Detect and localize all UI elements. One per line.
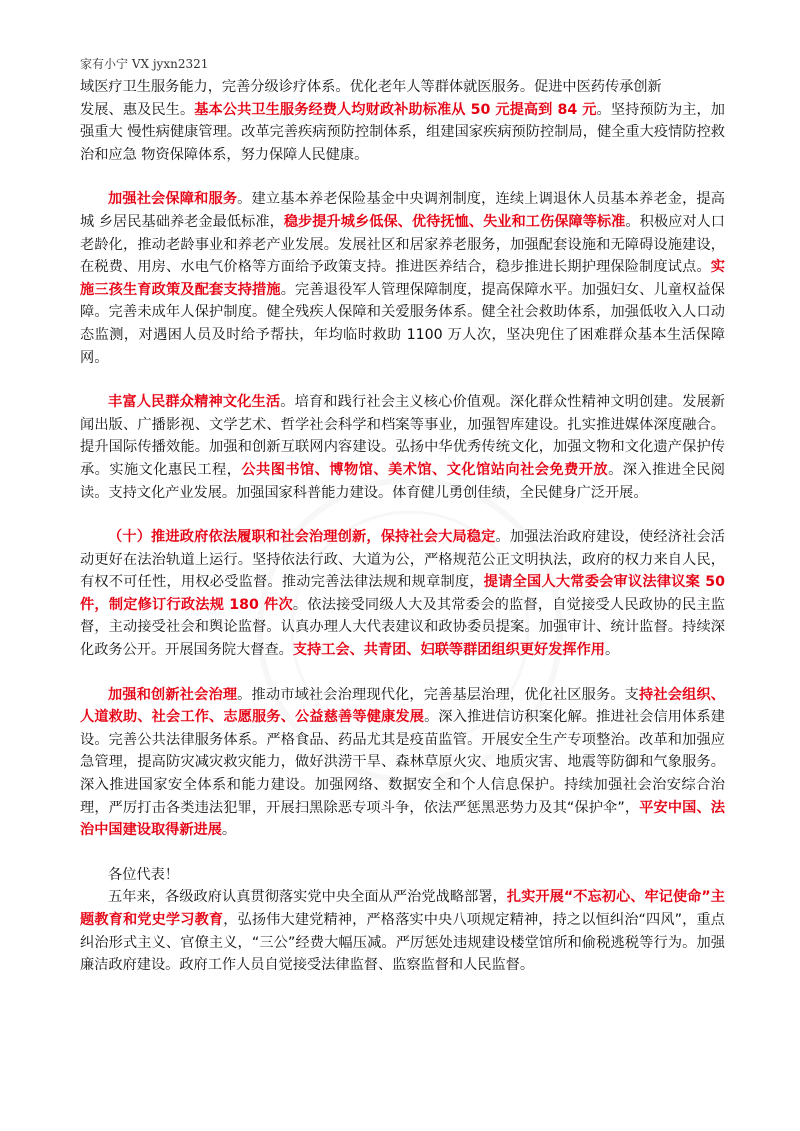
body-text: 。建立基本养老保险基金中央调剂制度，连续上调退休人员基本养老金，提高城 乡居民基础养老金最低标准，	[80, 191, 725, 230]
body-text: 五年来，各级政府认真贯彻落实党中央全面从严治党战略部署，	[108, 889, 507, 906]
highlight-text: 丰富人民群众精神文化生活	[108, 394, 281, 411]
body-text: 。推动市域社会治理现代化，完善基层治理，优化社区服务。支	[237, 686, 640, 703]
body-text: 。	[221, 822, 237, 839]
body-text: 。积极应对人口老龄化，推动老龄事业和养老产业发展。发展社区和居家养老服务，加强配套设施和无障碍设施建设，在税费、用房、水电气价格等方面给予政策支持。推进医养结合，稳步推进长期护理保险制度试点。	[80, 213, 725, 276]
paragraph	[80, 99, 725, 167]
body-text: 。坚持预防为主，加强重大 慢性病健康管理。改革完善疾病预防控制体系，组建国家疾病预防控制局，健全重大疫情防控救治和应急 物资保障体系，努力保障人民健康。	[80, 101, 725, 163]
body-text: ，弘扬伟大建党精神，严格落实中央八项规定精神，持之以恒纠治“四风”，重点纠治形式主义、官僚主义，“三公”经费大幅压减。严厉惩处违规建设楼堂馆所和偷税逃税等行为。加强廉洁政府建设。政府工作人员自觉接受法律监督、监察监督和人民监督。	[80, 912, 725, 974]
document-body	[80, 76, 725, 977]
body-text: 。深入推进信访积案化解。推进社会信用体系建设。完善公共法律服务体系。严格食品、药品尤其是疫苗监管。开展安全生产专项整治。改革和加强应急管理，提高防灾减灾救灾能力，做好洪涝干旱、森林草原火灾、地质灾害、地震等防御和气象服务。深入推进国家安全体系和能力建设。加强网络、数据安全和个人信息保护。持续加强社会治安综合治理，严厉打击各类违法犯罪，开展扫黑除恶专项斗争，依法严惩黑恶势力及其“保护伞”，	[80, 709, 725, 816]
highlight-text: 扎实开展“不忘初心、牢记使命”主题教育和党史学习教育	[80, 889, 725, 928]
highlight-text: 基本公共卫生服务经费人均财政补助标准从 50 元提高到 84 元	[194, 101, 597, 118]
highlight-text: 平安中国、法治中国建设取得新进展	[80, 799, 725, 839]
highlight-text: 公共图书馆、博物馆、美术馆、文化馆站向社会免费开放	[241, 461, 609, 478]
paragraph	[80, 188, 725, 369]
highlight-text: 提请全国人大常委会审议法律议案 50 件，制定修订行政法规 180 件次	[80, 574, 725, 613]
highlight-text: 加强社会保障和服务	[108, 191, 238, 208]
paragraph	[80, 391, 725, 504]
body-text: 。依法接受同级人大及其常委会的监督，自觉接受人民政协的民主监督，主动接受社会和舆论监督。认真办理人大代表建议和政协委员提案。加强审计、统计监督。持续深化政务公开。开展国务院大督查。	[80, 596, 725, 659]
body-text: 。培育和践行社会主义核心价值观。深化群众性精神文明创建。发展新闻出版、广播影视、文学艺术、哲学社会科学和档案等事业，加强智库建设。扎实推进媒体深度融合。提升国际传播效能。加强和创新互联网内容建设。弘扬中华优秀传统文化，加强文物和文化遗产保护传承。实施文化惠民工程，	[80, 394, 725, 478]
highlight-text: 加强和创新社会治理	[108, 686, 238, 703]
highlight-text: 支持工会、共青团、妇联等群团组织更好发挥作用	[292, 642, 605, 659]
paragraph	[80, 886, 725, 976]
body-text: 。深入推进全民阅读。支持文化产业发展。加强国家科普能力建设。体育健儿勇创佳绩，全民健身广泛开展。	[80, 461, 725, 501]
body-text: 。加强法治政府建设，使经济社会活动更好在法治轨道上运行。坚持依法行政、大道为公，严格规范公正文明执法，政府的权力来自人民，有权不可任性，用权必受监督。推动完善法律法规和规章制度，	[80, 529, 725, 591]
body-text: 。	[604, 642, 620, 659]
paragraph	[80, 526, 725, 662]
highlight-text: 持社会组织、人道救助、社会工作、志愿服务、公益慈善等健康发展	[80, 686, 725, 726]
highlight-text: 实施三孩生育政策及配套支持措施	[80, 259, 725, 298]
paragraph	[80, 864, 725, 887]
paragraph	[80, 684, 725, 842]
page-header: 家有小宁 VX jyxn2321	[80, 57, 209, 71]
highlight-text: （十）推进政府依法履职和社会治理创新，保持社会大局稳定	[108, 529, 496, 546]
body-text: 域医疗卫生服务能力，完善分级诊疗体系。优化老年人等群体就医服务。促进中医药传承创新	[80, 79, 662, 95]
highlight-text: 稳步提升城乡低保、优待抚恤、失业和工伤保障等标准	[283, 213, 626, 230]
body-text: 各位代表！	[108, 866, 179, 883]
body-text: 。完善退役军人管理保障制度，提高保障水平。加强妇女、儿童权益保障。完善未成年人保护制度。健全残疾人保障和关爱服务体系。健全社会救助体系，加强低收入人口动态监测，对遇困人员及时给予帮扶，年均临时救助 1100 万人次，坚决兜住了困难群众基本生活保障网。	[80, 281, 725, 366]
paragraph	[80, 76, 725, 99]
body-text: 发展、惠及民生。	[80, 101, 195, 118]
